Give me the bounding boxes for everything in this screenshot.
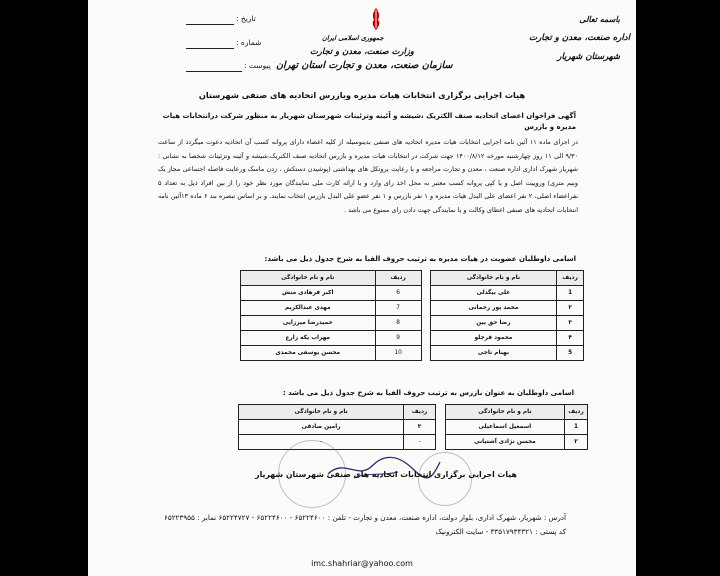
header-name: نام و نام خانوادگی — [445, 405, 564, 420]
row-number: 1 — [557, 286, 584, 301]
row-number: 10 — [375, 346, 421, 361]
header-organization: سازمان صنعت، معدن و تجارت استان تهران — [276, 60, 453, 71]
row-number: 7 — [375, 301, 421, 316]
candidate-name: علی بیگدلی — [430, 286, 557, 301]
candidate-name: رضا حق بین — [430, 316, 557, 331]
candidate-name: محسن نژادی آشتیانی — [445, 435, 564, 450]
number-line — [186, 48, 234, 49]
header-row-number: ردیف — [404, 405, 436, 420]
header-ministry: وزارت صنعت، معدن و تجارت — [310, 46, 414, 56]
board-candidates-table — [240, 270, 584, 361]
date-label: تاریخ : — [236, 14, 256, 23]
candidate-name: - — [239, 435, 404, 450]
board-caption: اسامی داوطلبان عضویت در هیات مدیره به ترتیب حروف الفبا به شرح جدول ذیل می باشد: — [264, 255, 576, 263]
candidate-name: محمود فرجلو — [430, 331, 557, 346]
row-number: ۴ — [557, 331, 584, 346]
signature-line: هیات اجرایی برگزاری انتخابات اتحادیه های صنفی شهرستان شهریار — [255, 470, 517, 479]
handwritten-signature — [324, 452, 444, 484]
number-label: شماره : — [236, 38, 262, 47]
header-row-number: ردیف — [565, 405, 588, 420]
document-body: در اجرای ماده ۱۱ آئین نامه اجرایی انتخابات هیات مدیره اتحادیه های صنفی بدینوسیله از کلیه اعضاء دارای پروانه کسب آن اتحادیه دعوت میگردد از ساعت ۹/۳۰ الی ۱۱ روز چهارشنبه مورخه ۱۴۰۰/۸/۱۲ جهت شرکت در انتخابات هیات مدیره و بازرس اتحادیه صنف الکتریک،شیشه و آئینه وتزئینات شخصا به نشانی : شهریار شهرک اداری اداره صنعت ، معدن و تجارت مراجعه و با رعایت پروتکل های بهداشتی (پوشیدن دستکش ، زدن ماسک ورعایت فاصله اجتماعی مجاز یک ونیم متری) وروییت اصل و یا کپی پروانه کسب معتبر به محل اخذ رای وارد و با ارائه کارت ملی نمایندگان مورد نظر خود را از بین افراد ذیل به تعداد ۵ نفراعضاء اصلی، ۲ نفر اعضای علی البدل هیات مدیره و ۱ نفر بازرس و ۱ نفر عضو علی البدل بازرس انتخاب نمایند. و بر اساس تبصره بند ۶ ماده ۱۳آئین نامه انتخابات اتحادیه های صنفی اعطای وکالت و یا نمایندگی جهت دادن رای ممنوع می باشد . — [158, 138, 578, 214]
candidate-name: مهدی عبدالکریم — [241, 301, 376, 316]
document-title: هیات اجرایی برگزاری انتخابات هیات مدیره وبازرس اتحادیه های صنفی شهرستان — [198, 90, 526, 100]
candidate-name: مهراب یکه زارع — [241, 331, 376, 346]
table-row — [241, 331, 584, 346]
inspector-caption: اسامی داوطلبان به عنوان بازرس به ترتیب حروف الفبا به شرح جدول ذیل می باشد : — [282, 389, 574, 397]
iran-emblem-icon — [366, 6, 386, 32]
candidate-name: محمد پور رحمانی — [430, 301, 557, 316]
table-row — [239, 420, 588, 435]
candidate-name: اکبر فرهادی منش — [241, 286, 376, 301]
row-number: - — [404, 435, 436, 450]
header-row-number: ردیف — [375, 271, 421, 286]
row-number: 5 — [557, 346, 584, 361]
table-row — [241, 301, 584, 316]
header-row-number: ردیف — [557, 271, 584, 286]
header-republic: جمهوری اسلامی ایران — [322, 34, 384, 42]
date-line — [186, 24, 234, 25]
row-number: ۳ — [557, 316, 584, 331]
header-bism: باسمه تعالی — [579, 14, 620, 24]
row-number: 8 — [375, 316, 421, 331]
inspector-candidates-table — [238, 404, 588, 450]
footer-postal: کد پستی : ۳۳۵۱۷۹۳۴۳۲۱ - سایت الکترونیک — [435, 527, 566, 536]
row-number: 9 — [375, 331, 421, 346]
row-number: 6 — [375, 286, 421, 301]
candidate-name: محسن یوسفی محمدی — [241, 346, 376, 361]
header-name: نام و نام خانوادگی — [241, 271, 376, 286]
document-page — [88, 0, 636, 576]
table-row — [241, 346, 584, 361]
row-number: 1 — [565, 420, 588, 435]
candidate-name: اسمعیل اسماعیلی — [445, 420, 564, 435]
row-number: ۲ — [557, 301, 584, 316]
footer-email: imc.shahriar@yahoo.com — [311, 559, 413, 568]
document-subtitle: آگهی فراخوان اعضای اتحادیه صنف الکتریک ،شیشه و آئینه وتزئینات شهرستان شهریار به منظور شرکت درانتخابات هیات مدیره و بازرس — [162, 112, 576, 131]
table-row — [241, 286, 584, 301]
candidate-name: رامین صادقی — [239, 420, 404, 435]
header-name: نام و نام خانوادگی — [430, 271, 557, 286]
header-office: اداره صنعت، معدن و تجارت — [529, 33, 630, 43]
candidate-name: بهنام ناجی — [430, 346, 557, 361]
header-name: نام و نام خانوادگی — [239, 405, 404, 420]
attach-line — [186, 71, 242, 72]
candidate-name: حمیدرضا میرزایی — [241, 316, 376, 331]
row-number: ۲ — [565, 435, 588, 450]
footer-address: آدرس : شهریار، شهرک اداری، بلوار دولت، اداره صنعت، معدن و تجارت - تلفن : ۶۵۲۲۴۶۰۰ - ۶۵۲۲۴۶۰۰ - ۶۵۲۲۴۷۲۷ نمابر : ۶۵۲۲۳۹۵۵ — [163, 513, 566, 522]
header-city: شهرستان شهریار — [557, 52, 620, 62]
attach-label: پیوست : — [244, 61, 271, 70]
table-row — [241, 316, 584, 331]
row-number: ۳ — [404, 420, 436, 435]
